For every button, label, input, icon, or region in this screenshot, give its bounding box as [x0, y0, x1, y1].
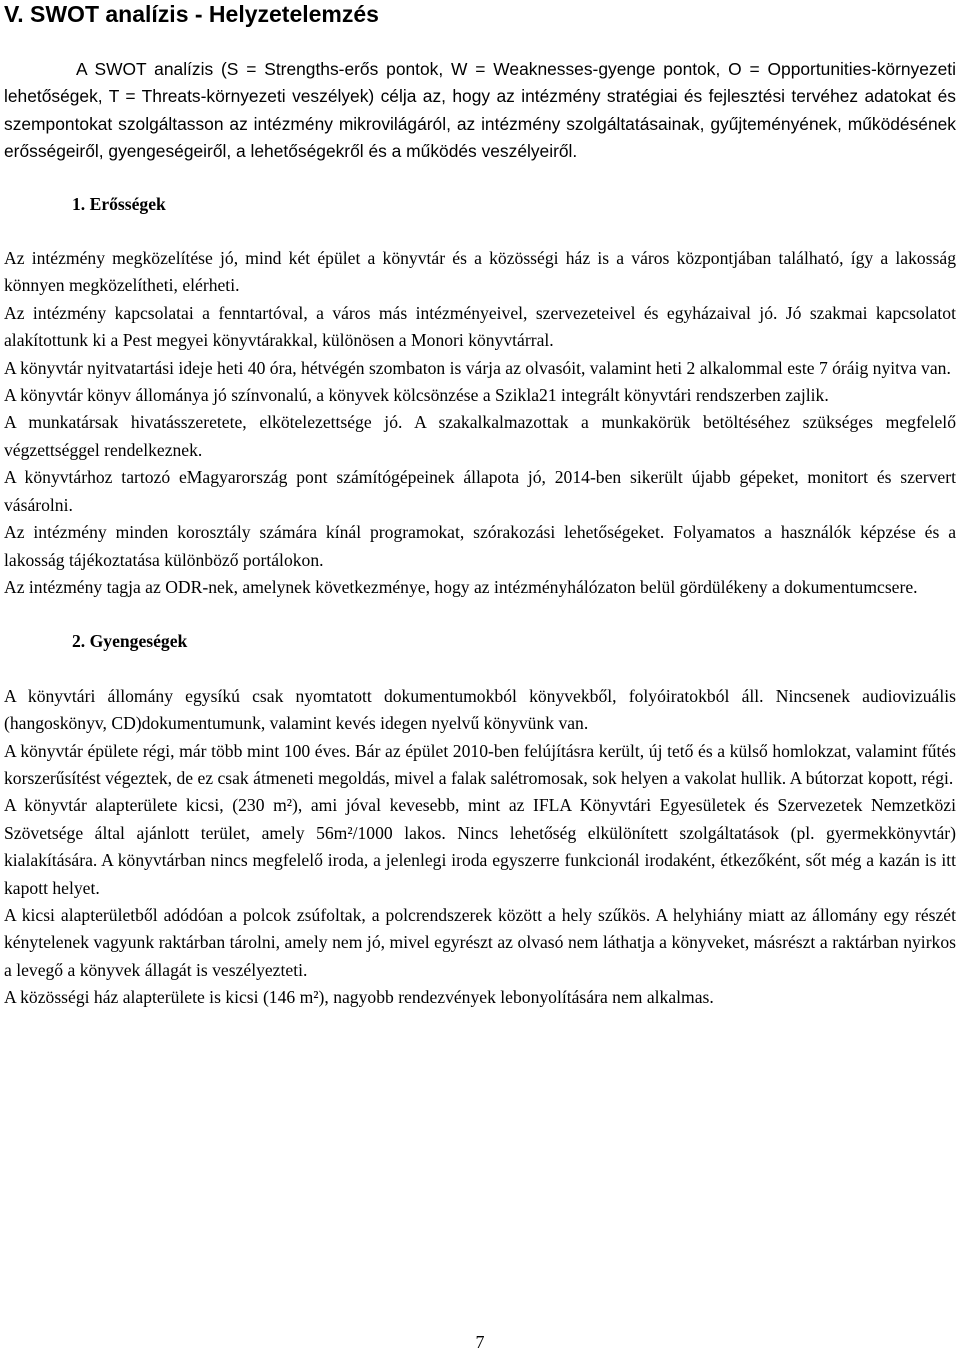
intro-paragraph: A SWOT analízis (S = Strengths-erős pontok, W = Weaknesses-gyenge pontok, O = Opportunities-környezeti lehetőségek, T = Threats-környezeti veszélyek) célja az, hogy az intézmény stratégiai és fejlesztési tervéhez adatokat és szempontokat szolgáltasson az intézmény mikrovilágáról, az intézmény szolgáltatásainak, gyűjteményének, működésének erősségeiről, gyengeségeiről, a lehetőségekről és a működés veszélyeiről.	[4, 59, 956, 162]
strengths-paragraph-2: Az intézmény kapcsolatai a fenntartóval, a város más intézményeivel, szervezeteivel és egyházaival jó. Jó szakmai kapcsolatot alakítottunk ki a Pest megyei könyvtárakkal, különösen a Monori könyvtárral.	[4, 302, 956, 351]
weaknesses-paragraph-4: A kicsi alapterületből adódóan a polcok zsúfoltak, a polcrendszerek között a hely szűkös. A helyhiány miatt az állomány egy részét kénytelenek vagyunk raktárban tárolni, amely nem jó, mivel egyrészt az olvasó nem láthatja a könyveket, másrészt a raktárban nyirkos a levegő a könyvek állagát is veszélyezteti.	[4, 904, 956, 980]
page-number: 7	[475, 1332, 485, 1352]
strengths-paragraph-6: A könyvtárhoz tartozó eMagyarország pont számítógépeinek állapota jó, 2014-ben sikerült újabb gépeket, monitort és szervert vásárolni.	[4, 467, 956, 515]
strengths-paragraph-8: Az intézmény tagja az ODR-nek, amelynek következménye, hogy az intézményhálózaton belül gördülékeny a dokumentumcsere.	[4, 576, 918, 597]
strengths-paragraph-4: A könyvtár könyv állománya jó színvonalú, a könyvek kölcsönzése a Szikla21 integrált könyvtári rendszerben zajlik.	[4, 385, 829, 406]
strengths-paragraph-7: Az intézmény minden korosztály számára kínál programokat, szórakozási lehetőségeket. Folyamatos a használók képzése és a lakosság tájékoztatása különböző portálokon.	[4, 522, 956, 570]
strengths-paragraph-5: A munkatársak hivatásszeretete, elkötelezettsége jó. A szakalkalmazottak a munkakörük betöltéséhez szükséges megfelelő végzettséggel rendelkeznek.	[4, 412, 956, 460]
weaknesses-paragraph-2: A könyvtár épülete régi, már több mint 100 éves. Bár az épület 2010-ben felújításra került, új tető és a külső homlokzat, valamint fűtés korszerűsítést végeztek, de ez csak átmeneti megoldás, mivel a falak salétromosak, sok helyen a vakolat hullik. A bútorzat kopott, régi.	[4, 740, 956, 788]
document-body	[4, 56, 956, 1012]
weaknesses-paragraph-1: A könyvtári állomány egysíkú csak nyomtatott dokumentumokból könyvekből, folyóiratokból áll. Nincsenek audiovizuális (hangoskönyv, CD)dokumentumunk, valamint kevés idegen nyelvű könyvünk van.	[4, 685, 956, 734]
strengths-paragraph-3: A könyvtár nyitvatartási ideje heti 40 óra, hétvégén szombaton is várja az olvasóit, valamint heti 2 alkalommal este 7 óráig nyitva van.	[4, 357, 951, 378]
weaknesses-paragraph-5: A közösségi ház alapterülete is kicsi (146 m²), nagyobb rendezvények lebonyolítására nem alkalmas.	[4, 987, 714, 1008]
weaknesses-paragraph-3: A könyvtár alapterülete kicsi, (230 m²), ami jóval kevesebb, mint az IFLA Könyvtári Egyesületek és Szervezetek Nemzetközi Szövetsége által ajánlott terület, amely 56m²/1000 lakos. Nincs lehetőség elkülönített szolgáltatások (pl. gyermekkönyvtár) kialakítására. A könyvtárban nincs megfelelő iroda, a jelenlegi iroda egyszerre funkcionál irodaként, étkezőként, sőt még a kazán is itt kapott helyet.	[4, 795, 956, 898]
section-heading-weaknesses: 2. Gyengeségek	[72, 631, 188, 652]
document-title: V. SWOT analízis - Helyzetelemzés	[4, 1, 379, 27]
strengths-paragraph-1: Az intézmény megközelítése jó, mind két épület a könyvtár és a közösségi ház is a város központjában található, így a lakosság könnyen megközelítheti, elérheti.	[4, 248, 956, 296]
section-heading-strengths: 1. Erősségek	[72, 193, 166, 214]
